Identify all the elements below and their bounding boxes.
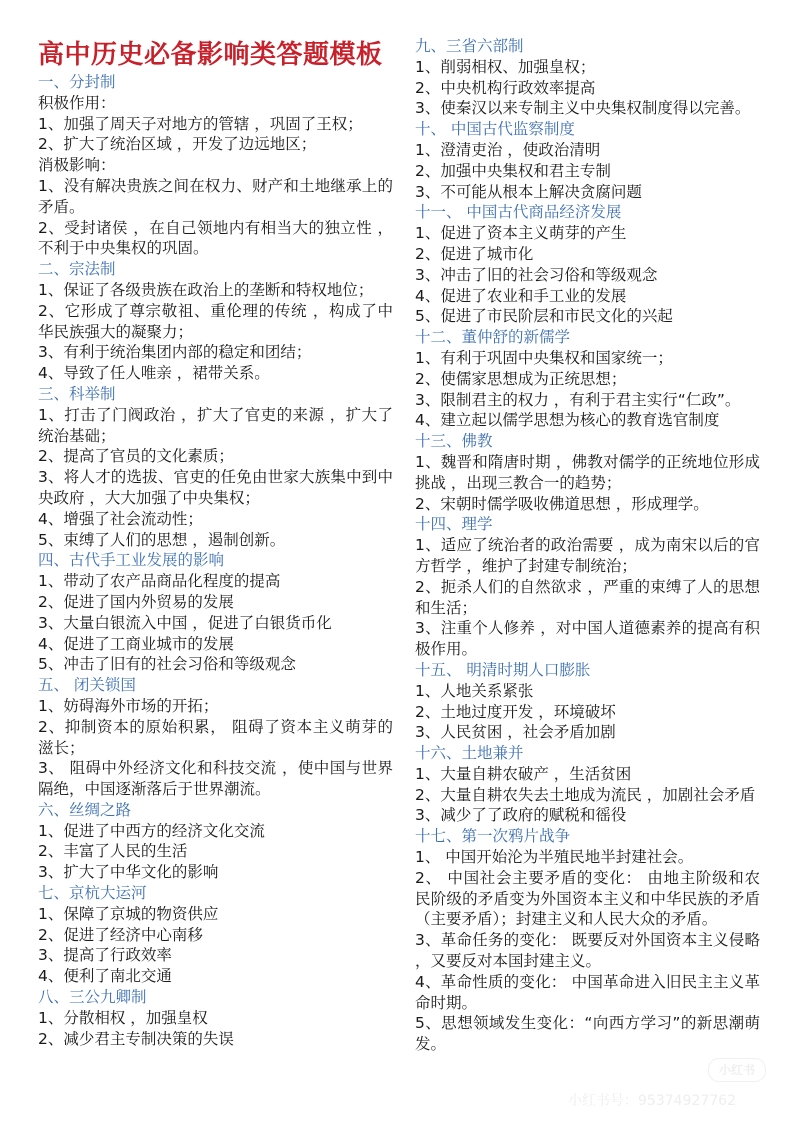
section-heading: 二、宗法制 — [38, 260, 116, 279]
list-item: 1、没有解决贵族之间在权力、财产和土地继承上的矛盾。 — [38, 176, 393, 216]
section-heading: 一、分封制 — [38, 73, 116, 91]
section-heading: 三、科举制 — [38, 384, 116, 403]
section-heading: 六、丝绸之路 — [38, 800, 132, 819]
list-item: 2、扩大了统治区域 ，开发了边远地区； — [38, 135, 317, 154]
list-item: 3、使秦汉以来专制主义中央集权制度得以完善。 — [415, 99, 751, 118]
list-item: 1、保障了京城的物资供应 — [38, 904, 219, 923]
list-item: 4、建立起以儒学思想为核心的教育选官制度 — [415, 411, 720, 430]
section — [415, 202, 760, 327]
section-heading: 十六、土地兼并 — [415, 744, 524, 763]
section — [38, 72, 393, 259]
section — [415, 327, 760, 431]
sub-heading: 积极作用： — [38, 93, 116, 112]
list-item: 3、冲击了旧的社会习俗和等级观念 — [415, 265, 658, 284]
list-item: 3、大量白银流入中国 ，促进了白银货币化 — [38, 613, 332, 632]
list-item: 5、思想领域发生变化：“向西方学习”的新思潮萌发。 — [415, 1014, 760, 1054]
list-item: 1、澄清吏治 ，使政治清明 — [415, 140, 601, 159]
list-item: 1、大量自耕农破产 ，生活贫困 — [415, 764, 632, 783]
list-item: 4、增强了社会流动性； — [38, 509, 203, 528]
list-item: 1、促进了中西方的经济文化交流 — [38, 821, 265, 840]
list-item: 4、便利了南北交通 — [38, 967, 172, 986]
list-item: 2、促进了国内外贸易的发展 — [38, 592, 234, 611]
sub-heading: 消极影响： — [38, 156, 116, 175]
list-item: 1、人地关系紧张 — [415, 681, 534, 700]
list-item: 1、适应了统治者的政治需要 ，成为南宋以后的官方哲学 ，维护了封建专制统治； — [415, 536, 760, 575]
section-heading: 十七、第一次鸦片战争 — [415, 827, 571, 846]
list-item: 3、提高了行政效率 — [38, 946, 172, 965]
list-item: 3、扩大了中华文化的影响 — [38, 863, 219, 882]
list-item: 4、促进了工商业城市的发展 — [38, 634, 234, 653]
list-item: 3、人民贫困 ，社会矛盾加剧 — [415, 723, 616, 742]
section — [38, 987, 393, 1049]
list-item: 1、 中国开始沦为半殖民地半封建社会。 — [415, 848, 694, 867]
left-column — [38, 38, 393, 1049]
section — [38, 550, 393, 675]
list-item: 1、促进了资本主义萌芽的产生 — [415, 224, 627, 243]
list-item: 3、减少了了政府的赋税和徭役 — [415, 806, 627, 825]
section-heading: 十四、理学 — [415, 515, 493, 534]
list-item: 1、有利于巩固中央集权和国家统一； — [415, 348, 673, 367]
section — [38, 800, 393, 883]
list-item: 2、大量自耕农失去土地成为流民 ，加剧社会矛盾 — [415, 785, 756, 804]
list-item: 2、丰富了人民的生活 — [38, 842, 188, 861]
list-item: 3、有利于统治集团内部的稳定和团结； — [38, 343, 312, 362]
section — [38, 384, 393, 550]
list-item: 4、导致了任人唯亲 ，裙带关系。 — [38, 364, 270, 383]
list-item: 3、 阻碍中外经济文化和科技交流 ，使中国与世界隔绝，中国逐渐落后于世界潮流。 — [38, 759, 393, 799]
list-item: 1、魏晋和隋唐时期 ，佛教对儒学的正统地位形成挑战 ，出现三教合一的趋势； — [415, 452, 760, 492]
list-item: 2、抑制资本的原始积累， 阻碍了资本主义萌芽的滋长； — [38, 717, 393, 757]
section — [415, 514, 760, 660]
list-item: 3、革命任务的变化： 既要反对外国资本主义侵略 ，又要反对本国封建主义。 — [415, 931, 760, 971]
list-item: 2、受封诸侯 ，在自己领地内有相当大的独立性 ，不利于中央集权的巩固。 — [38, 218, 393, 258]
list-item: 2、减少君主专制决策的失误 — [38, 1029, 234, 1048]
list-item: 5、冲击了旧有的社会习俗和等级观念 — [38, 655, 296, 674]
section-heading: 四、古代手工业发展的影响 — [38, 551, 225, 570]
list-item: 2、促进了经济中心南移 — [38, 925, 203, 944]
list-item: 5、束缚了人们的思想 ，遏制创新。 — [38, 530, 286, 549]
list-item: 2、宋朝时儒学吸收佛道思想 ，形成理学。 — [415, 494, 709, 513]
section-heading: 十一、 中国古代商品经济发展 — [415, 203, 622, 222]
left-sections — [38, 72, 393, 1049]
section — [415, 826, 760, 1055]
list-item: 4、促进了农业和手工业的发展 — [415, 286, 627, 305]
section — [415, 660, 760, 743]
list-item: 2、提高了官员的文化素质； — [38, 447, 234, 466]
document-title: 高中历史必备影响类答题模板 — [38, 40, 383, 70]
section — [415, 743, 760, 826]
list-item: 1、带动了农产品商品化程度的提高 — [38, 572, 281, 591]
section-heading: 十五、 明清时期人口膨胀 — [415, 660, 591, 679]
section-heading: 八、三公九卿制 — [38, 988, 147, 1007]
list-item: 2、使儒家思想成为正统思想； — [415, 369, 627, 388]
list-item: 2、中央机构行政效率提高 — [415, 78, 596, 97]
section-heading: 五、 闭关锁国 — [38, 676, 136, 695]
list-item: 3、注重个人修养 ，对中国人道德素养的提高有积极作用。 — [415, 619, 760, 659]
section-heading: 十三、佛教 — [415, 432, 493, 451]
list-item: 1、打击了门阀政治 ，扩大了官吏的来源 ，扩大了统治基础； — [38, 405, 393, 445]
list-item: 3、限制君主的权力 ，有利于君主实行“仁政”。 — [415, 390, 741, 409]
right-column — [415, 36, 760, 1055]
list-item: 1、削弱相权、加强皇权； — [415, 57, 596, 76]
right-sections — [415, 36, 760, 1055]
section — [38, 259, 393, 384]
section — [415, 431, 760, 514]
list-item: 5、促进了市民阶层和市民文化的兴起 — [415, 307, 673, 326]
list-item: 2、加强中央集权和君主专制 — [415, 161, 611, 180]
list-item: 2、 中国社会主要矛盾的变化： 由地主阶级和农民阶级的矛盾变为外国资本主义和中华民族的矛盾（主要矛盾）；封建主义和人民大众的矛盾。 — [415, 868, 760, 929]
list-item: 2、土地过度开发 ，环境破坏 — [415, 702, 616, 721]
section — [415, 119, 760, 202]
list-item: 1、保证了各级贵族在政治上的垄断和特权地位； — [38, 280, 374, 299]
watermark-logo: 小红书 — [708, 1058, 766, 1082]
list-item: 1、分散相权 ，加强皇权 — [38, 1008, 208, 1027]
watermark-id: 小红书号：95374927762 — [568, 1093, 736, 1109]
section — [38, 883, 393, 987]
list-item: 1、加强了周天子对地方的管辖 ，巩固了王权； — [38, 114, 363, 133]
list-item: 1、妨碍海外市场的开拓； — [38, 696, 219, 715]
section-heading: 十、 中国古代监察制度 — [415, 120, 575, 139]
list-item: 2、它形成了尊宗敬祖、重伦理的传统 ，构成了中华民族强大的凝聚力； — [38, 301, 393, 341]
list-item: 3、将人才的选拔、官吏的任免由世家大族集中到中央政府 ，大大加强了中央集权； — [38, 468, 393, 507]
list-item: 2、促进了城市化 — [415, 244, 534, 263]
list-item: 4、革命性质的变化： 中国革命进入旧民主主义革命时期。 — [415, 972, 760, 1012]
list-item: 2、扼杀人们的自然欲求 ，严重的束缚了人的思想和生活； — [415, 577, 760, 617]
section — [38, 675, 393, 800]
section — [415, 36, 760, 119]
section-heading: 九、三省六部制 — [415, 37, 524, 55]
list-item: 3、不可能从根本上解决贪腐问题 — [415, 182, 642, 201]
section-heading: 十二、董仲舒的新儒学 — [415, 328, 571, 347]
section-heading: 七、京杭大运河 — [38, 884, 147, 903]
